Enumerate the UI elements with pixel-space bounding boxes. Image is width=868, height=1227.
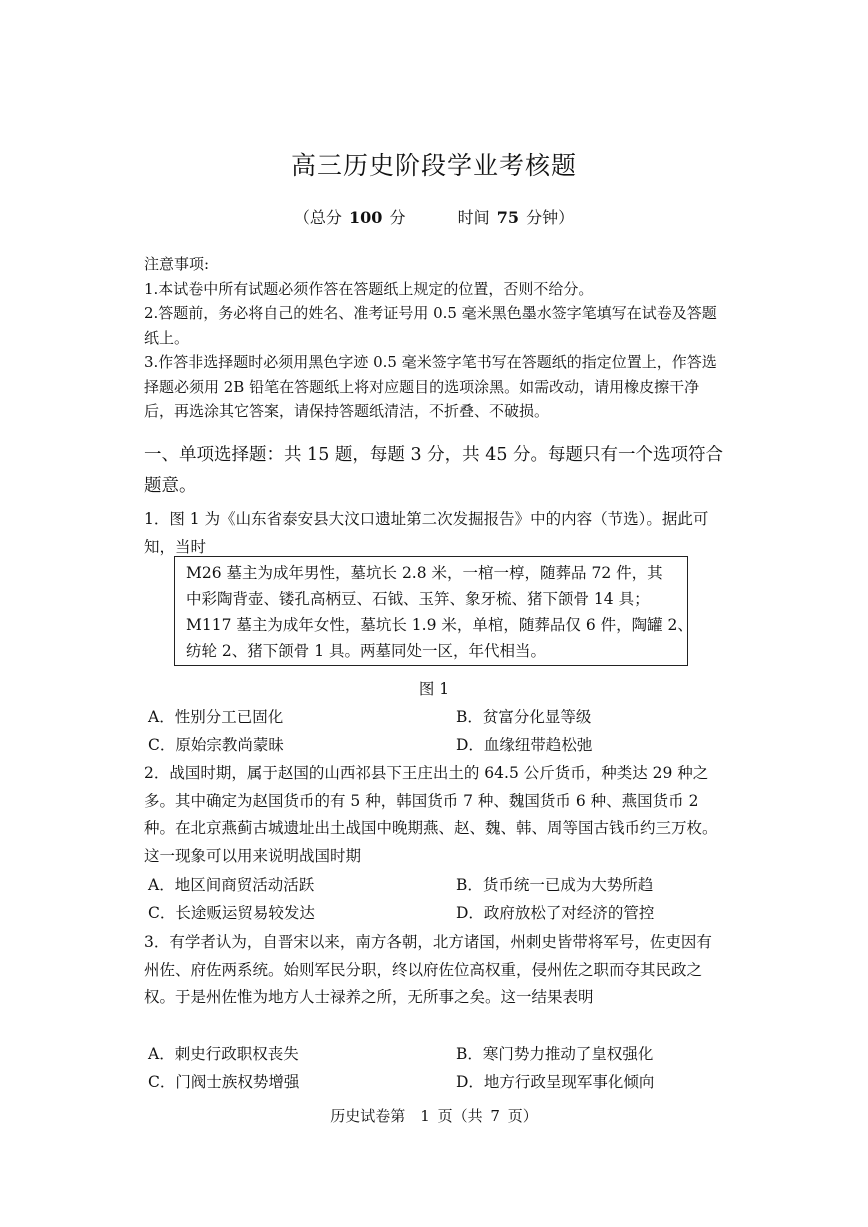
option-a: A．地区间商贸活动活跃	[148, 876, 315, 894]
option-d: D．血缘纽带趋松弛	[456, 736, 593, 754]
option-d: D．地方行政呈现军事化倾向	[456, 1073, 655, 1091]
figure-line: 中彩陶背壶、镂孔高柄豆、石钺、玉笄、象牙梳、猪下颌骨 14 具；	[186, 590, 650, 608]
score-suffix: 分	[389, 208, 406, 227]
page-footer: 历史试卷第 1 页（共 7 页）	[330, 1107, 538, 1125]
notes-heading: 注意事项:	[144, 255, 210, 273]
figure-caption: 图 1	[418, 680, 450, 698]
question-stem: 1．图 1 为《山东省泰安县大汶口遗址第二次发掘报告》中的内容（节选）。据此可知，当时	[144, 510, 709, 556]
question-3-options	[148, 1042, 728, 1098]
option-row	[148, 873, 728, 901]
option-a: A．刺史行政职权丧失	[148, 1045, 299, 1063]
option-row	[148, 733, 728, 761]
question-1	[144, 506, 724, 561]
figure-line: M26 墓主为成年男性，墓坑长 2.8 米，一棺一椁，随葬品 72 件，其	[186, 564, 663, 582]
option-row	[148, 705, 728, 733]
option-c: C．原始宗教尚蒙昧	[148, 736, 284, 754]
figure-1-text	[186, 560, 716, 664]
question-1-options	[148, 705, 728, 761]
note-item: 1.本试卷中所有试题必须作答在答题纸上规定的位置，否则不给分。	[144, 279, 594, 298]
option-b: B．货币统一已成为大势所趋	[456, 876, 654, 894]
section-heading: 一、单项选择题：共 15 题，每题 3 分，共 45 分。每题只有一个选项符合题意。	[144, 445, 724, 496]
option-c: C．门阀士族权势增强	[148, 1073, 300, 1091]
time-prefix: 时间	[457, 208, 490, 227]
score-value: 100	[348, 208, 383, 227]
score-prefix: （总分	[293, 208, 342, 227]
option-a: A．性别分工已固化	[148, 708, 284, 726]
question-2-options	[148, 873, 728, 929]
figure-line: 纺轮 2、猪下颌骨 1 具。两墓同处一区，年代相当。	[186, 642, 547, 660]
option-b: B．寒门势力推动了皇权强化	[456, 1045, 654, 1063]
question-stem: 3．有学者认为，自晋宋以来，南方各朝，北方诸国，州刺史皆带将军号，佐吏因有州佐、府佐两系统。始则军民分职，终以府佐位高权重，侵州佐之职而夺其民政之权。于是州佐惟为地方人士禄养之所，无所事之矣。这一结果表明	[144, 933, 712, 1006]
time-value: 75	[496, 208, 520, 227]
note-item: 3.作答非选择题时必须用黑色字迹 0.5 毫米签字笔书写在答题纸的指定位置上，作答选择题必须用 2B 铅笔在答题纸上将对应题目的选项涂黑。如需改动，请用橡皮擦干净后，再选涂其它答案，请保持答题纸清洁，不折叠、不破损。	[144, 353, 717, 420]
option-b: B．贫富分化显等级	[456, 708, 592, 726]
page-title: 高三历史阶段学业考核题	[290, 151, 577, 180]
note-item: 2.答题前，务必将自己的姓名、准考证号用 0.5 毫米黑色墨水签字笔填写在试卷及答题纸上。	[144, 304, 717, 347]
option-row	[148, 1042, 728, 1070]
question-2	[144, 760, 724, 870]
option-c: C．长途贩运贸易较发达	[148, 904, 315, 922]
option-d: D．政府放松了对经济的管控	[456, 904, 655, 922]
question-stem: 2．战国时期，属于赵国的山西祁县下王庄出土的 64.5 公斤货币，种类达 29 种之多。其中确定为赵国货币的有 5 种，韩国货币 7 种、魏国货币 6 种、燕国货币 2 种。在北京燕蓟古城遗址出土战国中晚期燕、赵、魏、韩、周等国古钱币约三万枚。这一现象可以用来说明战国时期	[144, 764, 718, 865]
time-suffix: 分钟）	[526, 208, 575, 227]
figure-line: M117 墓主为成年女性，墓坑长 1.9 米，单棺，随葬品仅 6 件，陶罐 2、	[186, 616, 693, 634]
option-row	[148, 901, 728, 929]
question-3	[144, 929, 724, 1012]
exam-meta	[0, 205, 868, 228]
exam-notes	[144, 252, 724, 424]
option-row	[148, 1070, 728, 1098]
